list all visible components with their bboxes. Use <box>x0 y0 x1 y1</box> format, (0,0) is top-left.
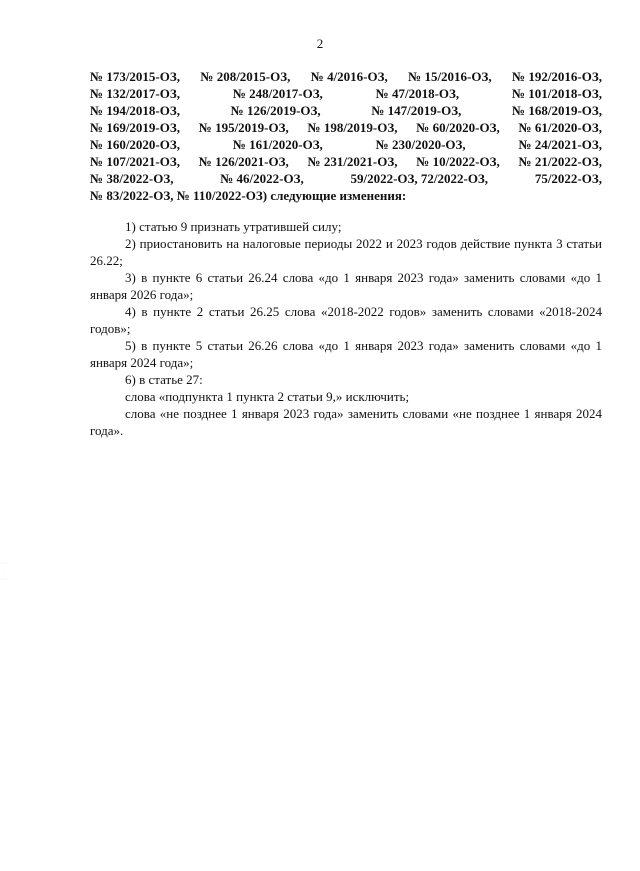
law-reference: № 47/2018-ОЗ, <box>375 86 460 101</box>
law-reference: № 198/2019-ОЗ, <box>307 120 398 135</box>
changes-list <box>90 218 602 439</box>
references-line-2 <box>90 85 602 102</box>
law-reference: № 21/2022-ОЗ, <box>518 154 602 169</box>
change-item-5: 5) в пункте 5 статьи 26.26 слова «до 1 января 2023 года» заменить словами «до 1 января 2024 года»; <box>90 338 602 370</box>
references-line-3 <box>90 102 602 119</box>
law-reference: № 248/2017-ОЗ, <box>232 86 323 101</box>
law-reference: № 107/2021-ОЗ, <box>90 154 180 169</box>
references-line-5 <box>90 136 602 153</box>
law-reference: № 10/2022-ОЗ, <box>416 154 500 169</box>
law-reference: № 160/2020-ОЗ, <box>90 137 180 152</box>
change-item-1: 1) статью 9 признать утратившей силу; <box>125 219 342 234</box>
law-reference: № 231/2021-ОЗ, <box>307 154 398 169</box>
law-reference: № 161/2020-ОЗ, <box>232 137 323 152</box>
law-reference: № 169/2019-ОЗ, <box>90 120 180 135</box>
law-reference: № 132/2017-ОЗ, <box>90 86 180 101</box>
references-line-7 <box>90 170 602 187</box>
law-reference: 75/2022-ОЗ, <box>534 171 602 186</box>
law-reference: № 38/2022-ОЗ, <box>90 171 174 186</box>
law-reference: № 101/2018-ОЗ, <box>511 86 602 101</box>
scan-bleed-marks: · · · · · <box>2 561 8 583</box>
references-line-1 <box>90 68 602 85</box>
law-reference: № 61/2020-ОЗ, <box>518 120 602 135</box>
law-reference: № 147/2019-ОЗ, <box>371 103 462 118</box>
references-line-4 <box>90 119 602 136</box>
law-reference: № 15/2016-ОЗ, <box>408 69 492 84</box>
page-number: 2 <box>316 36 324 51</box>
change-item-2: 2) приостановить на налоговые периоды 2022 и 2023 годов действие пункта 3 статьи 26.22; <box>90 236 602 268</box>
change-item-3: 3) в пункте 6 статьи 26.24 слова «до 1 января 2023 года» заменить словами «до 1 января 2026 года»; <box>90 270 602 302</box>
law-reference: № 24/2021-ОЗ, <box>518 137 602 152</box>
law-reference: № 126/2021-ОЗ, <box>198 154 289 169</box>
law-reference: 59/2022-ОЗ, 72/2022-ОЗ, <box>350 171 489 186</box>
law-references-block <box>90 68 602 204</box>
references-line-8 <box>90 187 602 204</box>
law-reference: № 208/2015-ОЗ, <box>200 69 291 84</box>
law-reference: № 173/2015-ОЗ, <box>90 69 180 84</box>
law-reference: № 60/2020-ОЗ, <box>416 120 500 135</box>
references-closing: № 83/2022-ОЗ, № 110/2022-ОЗ) следующие изменения: <box>90 188 407 203</box>
law-reference: № 230/2020-ОЗ, <box>375 137 466 152</box>
change-item-6: 6) в статье 27: <box>125 372 203 387</box>
references-line-6 <box>90 153 602 170</box>
law-reference: № 4/2016-ОЗ, <box>310 69 388 84</box>
law-reference: № 195/2019-ОЗ, <box>198 120 289 135</box>
law-reference: № 126/2019-ОЗ, <box>230 103 321 118</box>
change-item-6b: слова «не позднее 1 января 2023 года» заменить словами «не позднее 1 января 2024 года». <box>90 406 602 438</box>
law-reference: № 192/2016-ОЗ, <box>512 69 602 84</box>
change-item-6a: слова «подпункта 1 пункта 2 статьи 9,» исключить; <box>125 389 410 404</box>
change-item-4: 4) в пункте 2 статьи 26.25 слова «2018-2022 годов» заменить словами «2018-2024 годов»; <box>90 304 602 336</box>
law-reference: № 194/2018-ОЗ, <box>90 103 180 118</box>
law-reference: № 168/2019-ОЗ, <box>512 103 602 118</box>
law-reference: № 46/2022-ОЗ, <box>220 171 304 186</box>
